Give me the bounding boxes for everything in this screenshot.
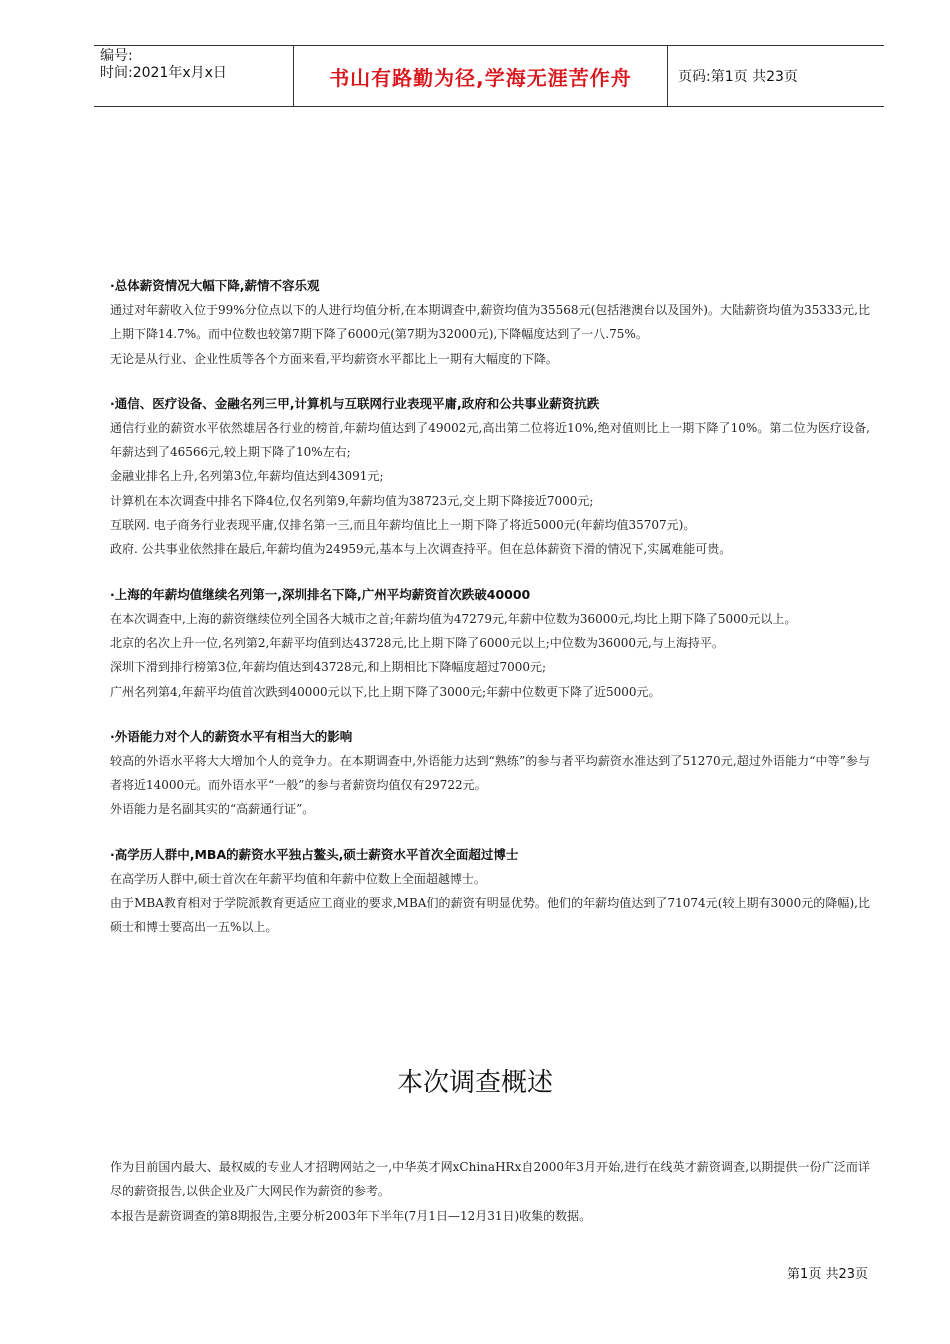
paragraph: 由于MBA教育相对于学院派教育更适应工商业的要求,MBA们的薪资有明显优势。他们的年薪均值达到了71074元(较上期有3000元的降幅),比硕士和博士要高出一五%以上。 [110,896,870,935]
paragraph: 在高学历人群中,硕士首次在年薪平均值和年薪中位数上全面超越博士。 [110,871,486,886]
paragraph: 政府. 公共事业依然排在最后,年薪均值为24959元,基本与上次调查持平。但在总体薪资下滑的情况下,实属难能可贵。 [110,542,732,557]
header-motto: 书山有路勤为径,学海无涯苦作舟 [294,46,668,106]
paragraph: 外语能力是名副其实的“高薪通行证”。 [110,802,315,817]
findings-content [110,277,870,964]
page-header [94,45,884,107]
paragraph: 通过对年薪收入位于99%分位点以下的人进行均值分析,在本期调查中,薪资均值为35568元(包括港澳台以及国外)。大陆薪资均值为35333元,比上期下降14.7%。而中位数也较第7期下降了6000元(第7期为32000元),下降幅度达到了一八.75%。 [110,303,870,342]
section-title: ·通信、医疗设备、金融名列三甲,计算机与互联网行业表现平庸,政府和公共事业薪资抗跌 [110,395,600,411]
document-number-label: 编号: [100,48,133,64]
section-cities [110,586,870,704]
paragraph: 金融业排名上升,名列第3位,年薪均值达到43091元; [110,469,384,484]
paragraph: 无论是从行业、企业性质等各个方面来看,平均薪资水平都比上一期有大幅度的下降。 [110,351,558,366]
overview-heading: 本次调查概述 [396,1068,553,1098]
paragraph: 北京的名次上升一位,名列第2,年薪平均值到达43728元,比上期下降了6000元以上;中位数为36000元,与上海持平。 [110,635,724,650]
section-title: ·上海的年薪均值继续名列第一,深圳排名下降,广州平均薪资首次跌破40000 [110,586,531,602]
document-time: 时间:2021年x月x日 [100,65,227,81]
paragraph: 在本次调查中,上海的薪资继续位列全国各大城市之首;年薪均值为47279元,年薪中位数为36000元,均比上期下降了5000元以上。 [110,611,797,626]
page-footer: 第1页 共23页 [787,1267,868,1282]
paragraph: 本报告是薪资调查的第8期报告,主要分析2003年下半年(7月1日—12月31日)收集的数据。 [110,1208,592,1223]
paragraph: 较高的外语水平将大大增加个人的竞争力。在本期调查中,外语能力达到“熟练”的参与者平均薪资水准达到了51270元,超过外语能力“中等”参与者将近14000元。而外语水平“一般”的参与者薪资均值仅有29722元。 [110,753,870,793]
header-meta [94,46,294,106]
overview-content [110,1155,870,1228]
section-education [110,846,870,940]
section-overall-salary [110,277,870,371]
section-title: ·高学历人群中,MBA的薪资水平独占鳌头,硕士薪资水平首次全面超过博士 [110,846,519,862]
section-language [110,728,870,822]
paragraph: 作为目前国内最大、最权威的专业人才招聘网站之一,中华英才网xChinaHRx自2000年3月开始,进行在线英才薪资调查,以期提供一份广泛而详尽的薪资报告,以供企业及广大网民作为薪资的参考。 [110,1160,870,1199]
paragraph: 广州名列第4,年薪平均值首次跌到40000元以下,比上期下降了3000元;年薪中位数更下降了近5000元。 [110,684,661,699]
paragraph: 深圳下滑到排行榜第3位,年薪均值达到43728元,和上期相比下降幅度超过7000元; [110,660,547,675]
section-title: ·外语能力对个人的薪资水平有相当大的影响 [110,728,353,744]
section-industry [110,395,870,562]
paragraph: 通信行业的薪资水平依然雄居各行业的榜首,年薪均值达到了49002元,高出第二位将近10%,绝对值则比上一期下降了10%。第二位为医疗设备,年薪达到了46566元,较上期下降了10%左右; [110,420,870,460]
paragraph: 计算机在本次调查中排名下降4位,仅名列第9,年薪均值为38723元,交上期下降接近7000元; [110,493,594,508]
section-title: ·总体薪资情况大幅下降,薪情不容乐观 [110,278,320,293]
header-page-info: 页码:第1页 共23页 [678,69,798,85]
paragraph: 互联网. 电子商务行业表现平庸,仅排名第一三,而且年薪均值比上一期下降了将近5000元(年薪均值35707元)。 [110,518,696,533]
